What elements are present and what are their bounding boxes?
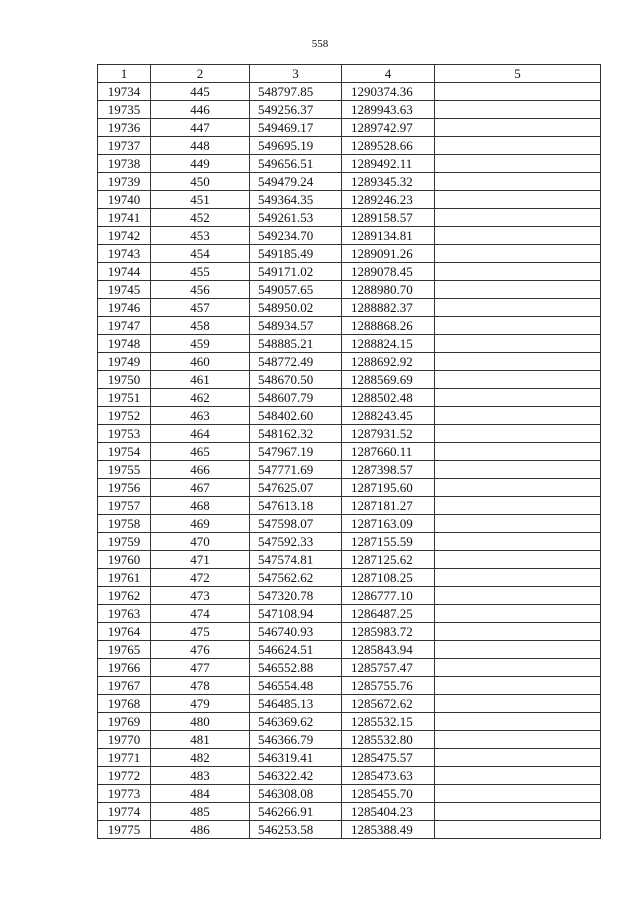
table-row xyxy=(98,389,601,407)
table-cell-col-5 xyxy=(435,443,601,461)
table-cell-col-2: 446 xyxy=(151,101,250,119)
table-cell-col-1: 19760 xyxy=(98,551,151,569)
table-cell-col-3: 546369.62 xyxy=(250,713,342,731)
table-cell-col-2: 445 xyxy=(151,83,250,101)
column-header-5: 5 xyxy=(435,65,601,83)
table-cell-col-5 xyxy=(435,515,601,533)
table-row xyxy=(98,245,601,263)
table-body xyxy=(98,83,601,839)
table-cell-col-4: 1287195.60 xyxy=(342,479,435,497)
table-cell-col-3: 546552.88 xyxy=(250,659,342,677)
table-cell-col-3: 547320.78 xyxy=(250,587,342,605)
column-header-4: 4 xyxy=(342,65,435,83)
table-cell-col-5 xyxy=(435,335,601,353)
table-cell-col-5 xyxy=(435,659,601,677)
table-cell-col-5 xyxy=(435,263,601,281)
table-row xyxy=(98,407,601,425)
table-cell-col-1: 19771 xyxy=(98,749,151,767)
table-cell-col-3: 549171.02 xyxy=(250,263,342,281)
table-cell-col-4: 1289528.66 xyxy=(342,137,435,155)
table-cell-col-5 xyxy=(435,155,601,173)
table-cell-col-2: 471 xyxy=(151,551,250,569)
table-cell-col-3: 547625.07 xyxy=(250,479,342,497)
table-cell-col-1: 19761 xyxy=(98,569,151,587)
table-cell-col-3: 548607.79 xyxy=(250,389,342,407)
table-row xyxy=(98,785,601,803)
table-row xyxy=(98,227,601,245)
table-cell-col-3: 547967.19 xyxy=(250,443,342,461)
table-cell-col-4: 1287931.52 xyxy=(342,425,435,443)
table-cell-col-3: 549695.19 xyxy=(250,137,342,155)
table-cell-col-2: 483 xyxy=(151,767,250,785)
table-cell-col-2: 474 xyxy=(151,605,250,623)
table-cell-col-3: 547562.62 xyxy=(250,569,342,587)
table-cell-col-1: 19750 xyxy=(98,371,151,389)
table-cell-col-5 xyxy=(435,227,601,245)
table-cell-col-3: 547771.69 xyxy=(250,461,342,479)
table-cell-col-5 xyxy=(435,695,601,713)
table-cell-col-1: 19741 xyxy=(98,209,151,227)
table-cell-col-2: 465 xyxy=(151,443,250,461)
table-cell-col-1: 19737 xyxy=(98,137,151,155)
table-cell-col-4: 1285473.63 xyxy=(342,767,435,785)
table-cell-col-4: 1288980.70 xyxy=(342,281,435,299)
table-cell-col-5 xyxy=(435,713,601,731)
table-cell-col-5 xyxy=(435,569,601,587)
table-cell-col-5 xyxy=(435,281,601,299)
table-row xyxy=(98,371,601,389)
table-cell-col-4: 1285672.62 xyxy=(342,695,435,713)
table-row xyxy=(98,425,601,443)
table-cell-col-2: 485 xyxy=(151,803,250,821)
table-cell-col-5 xyxy=(435,461,601,479)
table-cell-col-4: 1285532.80 xyxy=(342,731,435,749)
table-cell-col-5 xyxy=(435,677,601,695)
table-row xyxy=(98,299,601,317)
table-cell-col-4: 1288824.15 xyxy=(342,335,435,353)
column-header-2: 2 xyxy=(151,65,250,83)
table-cell-col-4: 1287163.09 xyxy=(342,515,435,533)
table-cell-col-2: 457 xyxy=(151,299,250,317)
table-cell-col-3: 546554.48 xyxy=(250,677,342,695)
table-cell-col-2: 468 xyxy=(151,497,250,515)
table-row xyxy=(98,695,601,713)
table-cell-col-2: 453 xyxy=(151,227,250,245)
table-cell-col-1: 19757 xyxy=(98,497,151,515)
table-cell-col-2: 469 xyxy=(151,515,250,533)
table-row xyxy=(98,569,601,587)
table-cell-col-5 xyxy=(435,191,601,209)
table-row xyxy=(98,605,601,623)
table-row xyxy=(98,659,601,677)
table-cell-col-4: 1287660.11 xyxy=(342,443,435,461)
table-cell-col-2: 458 xyxy=(151,317,250,335)
table-cell-col-3: 546322.42 xyxy=(250,767,342,785)
table-row xyxy=(98,101,601,119)
table-cell-col-5 xyxy=(435,767,601,785)
table-cell-col-3: 546266.91 xyxy=(250,803,342,821)
table-cell-col-3: 548797.85 xyxy=(250,83,342,101)
table-row xyxy=(98,209,601,227)
table-cell-col-2: 481 xyxy=(151,731,250,749)
table-cell-col-1: 19753 xyxy=(98,425,151,443)
table-cell-col-2: 449 xyxy=(151,155,250,173)
table-cell-col-3: 549479.24 xyxy=(250,173,342,191)
table-cell-col-3: 546308.08 xyxy=(250,785,342,803)
table-cell-col-2: 466 xyxy=(151,461,250,479)
table-cell-col-1: 19772 xyxy=(98,767,151,785)
table-cell-col-4: 1289345.32 xyxy=(342,173,435,191)
table-cell-col-4: 1289158.57 xyxy=(342,209,435,227)
table-cell-col-1: 19774 xyxy=(98,803,151,821)
table-cell-col-4: 1285843.94 xyxy=(342,641,435,659)
table-cell-col-3: 548162.32 xyxy=(250,425,342,443)
table-cell-col-1: 19758 xyxy=(98,515,151,533)
table-row xyxy=(98,821,601,839)
table-cell-col-4: 1287155.59 xyxy=(342,533,435,551)
table-cell-col-2: 464 xyxy=(151,425,250,443)
table-cell-col-2: 448 xyxy=(151,137,250,155)
table-cell-col-4: 1285532.15 xyxy=(342,713,435,731)
table-cell-col-1: 19751 xyxy=(98,389,151,407)
table-cell-col-5 xyxy=(435,353,601,371)
table-cell-col-1: 19735 xyxy=(98,101,151,119)
table-cell-col-5 xyxy=(435,623,601,641)
table-cell-col-3: 546253.58 xyxy=(250,821,342,839)
table-cell-col-3: 547592.33 xyxy=(250,533,342,551)
table-row xyxy=(98,677,601,695)
table-cell-col-1: 19734 xyxy=(98,83,151,101)
table-cell-col-1: 19773 xyxy=(98,785,151,803)
table-cell-col-4: 1285757.47 xyxy=(342,659,435,677)
table-cell-col-1: 19739 xyxy=(98,173,151,191)
table-cell-col-1: 19743 xyxy=(98,245,151,263)
table-cell-col-3: 546485.13 xyxy=(250,695,342,713)
table-cell-col-5 xyxy=(435,731,601,749)
table-cell-col-4: 1285455.70 xyxy=(342,785,435,803)
table-row xyxy=(98,119,601,137)
table-cell-col-3: 546319.41 xyxy=(250,749,342,767)
table-cell-col-2: 476 xyxy=(151,641,250,659)
table-row xyxy=(98,137,601,155)
table-row xyxy=(98,587,601,605)
table-cell-col-4: 1289078.45 xyxy=(342,263,435,281)
table-cell-col-1: 19770 xyxy=(98,731,151,749)
table-row xyxy=(98,263,601,281)
table-row xyxy=(98,155,601,173)
table-cell-col-3: 546624.51 xyxy=(250,641,342,659)
table-cell-col-2: 451 xyxy=(151,191,250,209)
table-row xyxy=(98,317,601,335)
table-cell-col-2: 467 xyxy=(151,479,250,497)
table-cell-col-2: 454 xyxy=(151,245,250,263)
table-header-row xyxy=(98,65,601,83)
table-cell-col-5 xyxy=(435,119,601,137)
table-cell-col-1: 19744 xyxy=(98,263,151,281)
table-cell-col-3: 548885.21 xyxy=(250,335,342,353)
table-cell-col-1: 19768 xyxy=(98,695,151,713)
table-cell-col-3: 548670.50 xyxy=(250,371,342,389)
table-cell-col-4: 1286777.10 xyxy=(342,587,435,605)
table-cell-col-1: 19765 xyxy=(98,641,151,659)
table-cell-col-4: 1288569.69 xyxy=(342,371,435,389)
table-cell-col-3: 548950.02 xyxy=(250,299,342,317)
table-cell-col-4: 1289742.97 xyxy=(342,119,435,137)
table-cell-col-5 xyxy=(435,317,601,335)
table-cell-col-4: 1286487.25 xyxy=(342,605,435,623)
table-cell-col-3: 549185.49 xyxy=(250,245,342,263)
table-cell-col-1: 19747 xyxy=(98,317,151,335)
table-cell-col-3: 548402.60 xyxy=(250,407,342,425)
table-cell-col-1: 19752 xyxy=(98,407,151,425)
table-cell-col-4: 1287181.27 xyxy=(342,497,435,515)
table-cell-col-3: 549256.37 xyxy=(250,101,342,119)
table-cell-col-3: 546366.79 xyxy=(250,731,342,749)
table-cell-col-3: 549261.53 xyxy=(250,209,342,227)
table-cell-col-1: 19763 xyxy=(98,605,151,623)
table-cell-col-4: 1288243.45 xyxy=(342,407,435,425)
coordinates-table xyxy=(97,64,601,839)
table-cell-col-5 xyxy=(435,551,601,569)
table-cell-col-3: 547574.81 xyxy=(250,551,342,569)
table-cell-col-2: 463 xyxy=(151,407,250,425)
table-cell-col-2: 452 xyxy=(151,209,250,227)
table-cell-col-4: 1290374.36 xyxy=(342,83,435,101)
table-cell-col-3: 547598.07 xyxy=(250,515,342,533)
table-cell-col-3: 546740.93 xyxy=(250,623,342,641)
table-cell-col-5 xyxy=(435,785,601,803)
table-cell-col-4: 1285475.57 xyxy=(342,749,435,767)
page-number: 558 xyxy=(311,38,329,50)
table-cell-col-3: 548772.49 xyxy=(250,353,342,371)
table-cell-col-5 xyxy=(435,641,601,659)
table-cell-col-1: 19749 xyxy=(98,353,151,371)
table-row xyxy=(98,803,601,821)
table-cell-col-2: 482 xyxy=(151,749,250,767)
column-header-3: 3 xyxy=(250,65,342,83)
table-cell-col-5 xyxy=(435,425,601,443)
table-cell-col-2: 473 xyxy=(151,587,250,605)
table-cell-col-1: 19775 xyxy=(98,821,151,839)
table-cell-col-4: 1285404.23 xyxy=(342,803,435,821)
table-cell-col-2: 461 xyxy=(151,371,250,389)
table-cell-col-4: 1289134.81 xyxy=(342,227,435,245)
table-cell-col-1: 19755 xyxy=(98,461,151,479)
table-cell-col-2: 480 xyxy=(151,713,250,731)
table-cell-col-1: 19766 xyxy=(98,659,151,677)
table-cell-col-3: 547108.94 xyxy=(250,605,342,623)
table-cell-col-4: 1288502.48 xyxy=(342,389,435,407)
table-cell-col-5 xyxy=(435,497,601,515)
table-cell-col-1: 19769 xyxy=(98,713,151,731)
table-row xyxy=(98,731,601,749)
table-cell-col-3: 549057.65 xyxy=(250,281,342,299)
table-cell-col-2: 479 xyxy=(151,695,250,713)
table-cell-col-4: 1285983.72 xyxy=(342,623,435,641)
table-cell-col-5 xyxy=(435,749,601,767)
table-row xyxy=(98,173,601,191)
table-cell-col-1: 19746 xyxy=(98,299,151,317)
table-cell-col-2: 456 xyxy=(151,281,250,299)
table-cell-col-1: 19740 xyxy=(98,191,151,209)
table-cell-col-3: 548934.57 xyxy=(250,317,342,335)
table-cell-col-5 xyxy=(435,371,601,389)
table-cell-col-5 xyxy=(435,407,601,425)
table-cell-col-5 xyxy=(435,803,601,821)
table-cell-col-2: 478 xyxy=(151,677,250,695)
table-cell-col-2: 447 xyxy=(151,119,250,137)
table-cell-col-2: 472 xyxy=(151,569,250,587)
table-row xyxy=(98,749,601,767)
table-row xyxy=(98,353,601,371)
table-row xyxy=(98,281,601,299)
table-row xyxy=(98,461,601,479)
table-cell-col-1: 19759 xyxy=(98,533,151,551)
table-cell-col-4: 1287108.25 xyxy=(342,569,435,587)
table-cell-col-4: 1288882.37 xyxy=(342,299,435,317)
table-cell-col-5 xyxy=(435,389,601,407)
table-cell-col-4: 1289492.11 xyxy=(342,155,435,173)
table-cell-col-4: 1289246.23 xyxy=(342,191,435,209)
table-row xyxy=(98,335,601,353)
table-cell-col-1: 19756 xyxy=(98,479,151,497)
table-row xyxy=(98,443,601,461)
table-cell-col-1: 19736 xyxy=(98,119,151,137)
table-cell-col-2: 484 xyxy=(151,785,250,803)
table-cell-col-2: 486 xyxy=(151,821,250,839)
table-cell-col-1: 19767 xyxy=(98,677,151,695)
table-cell-col-4: 1287398.57 xyxy=(342,461,435,479)
table-cell-col-1: 19748 xyxy=(98,335,151,353)
table-cell-col-5 xyxy=(435,101,601,119)
table-cell-col-5 xyxy=(435,299,601,317)
table-row xyxy=(98,533,601,551)
table-cell-col-2: 477 xyxy=(151,659,250,677)
table-cell-col-5 xyxy=(435,137,601,155)
coordinates-table-container xyxy=(97,64,601,839)
table-cell-col-5 xyxy=(435,587,601,605)
table-cell-col-1: 19745 xyxy=(98,281,151,299)
table-cell-col-1: 19754 xyxy=(98,443,151,461)
table-cell-col-2: 455 xyxy=(151,263,250,281)
table-row xyxy=(98,515,601,533)
table-cell-col-5 xyxy=(435,173,601,191)
table-row xyxy=(98,551,601,569)
table-cell-col-2: 475 xyxy=(151,623,250,641)
table-cell-col-4: 1288692.92 xyxy=(342,353,435,371)
table-cell-col-1: 19742 xyxy=(98,227,151,245)
table-row xyxy=(98,767,601,785)
table-cell-col-1: 19738 xyxy=(98,155,151,173)
table-row xyxy=(98,191,601,209)
table-cell-col-2: 462 xyxy=(151,389,250,407)
table-cell-col-3: 549469.17 xyxy=(250,119,342,137)
column-header-1: 1 xyxy=(98,65,151,83)
table-cell-col-4: 1289091.26 xyxy=(342,245,435,263)
table-cell-col-2: 450 xyxy=(151,173,250,191)
table-cell-col-4: 1285388.49 xyxy=(342,821,435,839)
table-cell-col-5 xyxy=(435,605,601,623)
table-cell-col-4: 1285755.76 xyxy=(342,677,435,695)
table-cell-col-5 xyxy=(435,209,601,227)
table-cell-col-2: 460 xyxy=(151,353,250,371)
table-row xyxy=(98,713,601,731)
table-cell-col-2: 459 xyxy=(151,335,250,353)
table-cell-col-1: 19762 xyxy=(98,587,151,605)
table-cell-col-4: 1289943.63 xyxy=(342,101,435,119)
table-cell-col-3: 547613.18 xyxy=(250,497,342,515)
table-cell-col-5 xyxy=(435,821,601,839)
table-cell-col-5 xyxy=(435,479,601,497)
table-cell-col-1: 19764 xyxy=(98,623,151,641)
table-cell-col-5 xyxy=(435,83,601,101)
table-cell-col-5 xyxy=(435,533,601,551)
table-cell-col-3: 549364.35 xyxy=(250,191,342,209)
table-cell-col-5 xyxy=(435,245,601,263)
table-row xyxy=(98,83,601,101)
table-row xyxy=(98,623,601,641)
table-cell-col-3: 549656.51 xyxy=(250,155,342,173)
table-row xyxy=(98,497,601,515)
table-cell-col-2: 470 xyxy=(151,533,250,551)
table-cell-col-4: 1287125.62 xyxy=(342,551,435,569)
table-cell-col-3: 549234.70 xyxy=(250,227,342,245)
table-row xyxy=(98,479,601,497)
table-cell-col-4: 1288868.26 xyxy=(342,317,435,335)
table-row xyxy=(98,641,601,659)
